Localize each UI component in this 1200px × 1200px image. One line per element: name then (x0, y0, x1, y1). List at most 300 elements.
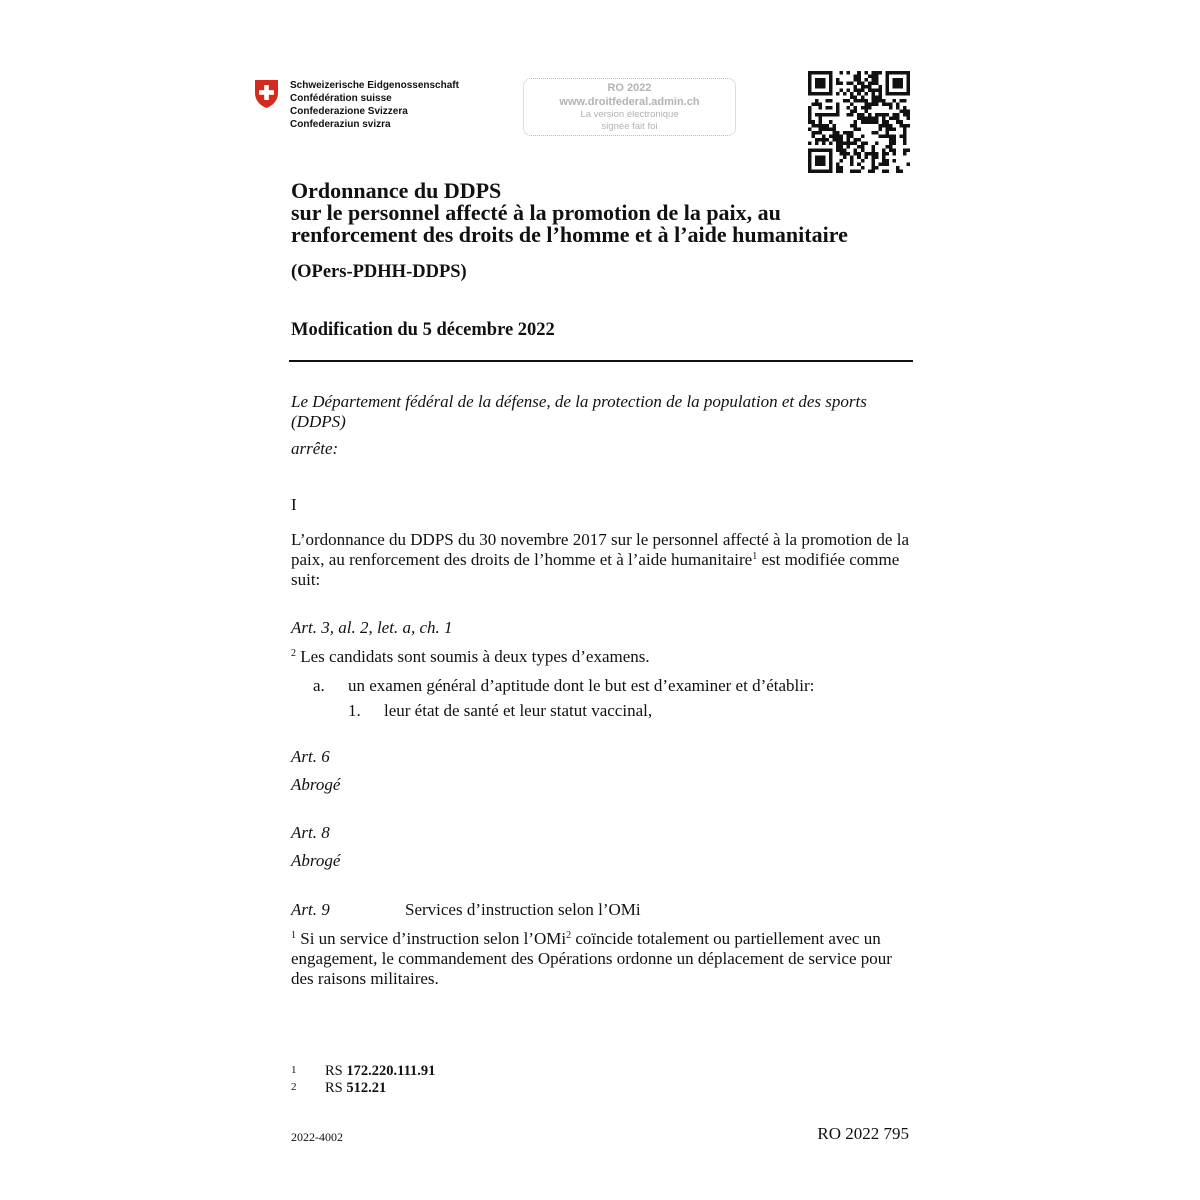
art6-text: Abrogé (291, 775, 341, 794)
footnote-1 (325, 1063, 435, 1079)
stamp-ro: RO 2022 (607, 82, 652, 94)
modification-date: Modification du 5 décembre 2022 (291, 320, 555, 340)
qr-module (819, 103, 823, 107)
qr-module (875, 71, 879, 75)
qr-module (868, 152, 872, 156)
qr-module (882, 159, 886, 163)
art9-paragraph-1 (291, 929, 916, 989)
qr-module (854, 169, 858, 173)
preamble: Le Département fédéral de la défense, de la protection de la population et des sports (DDPS) (291, 392, 867, 431)
qr-module (857, 145, 861, 149)
qr-module (875, 103, 879, 107)
qr-module (906, 117, 910, 121)
qr-module (854, 78, 858, 82)
qr-module (857, 117, 861, 121)
qr-module (903, 148, 907, 152)
qr-module (854, 96, 858, 100)
art3-let-marker: a. (313, 676, 325, 695)
qr-module (850, 159, 854, 163)
art3-let-text: un examen général d’aptitude dont le but est d’examiner et d’établir: (348, 676, 815, 695)
qr-module (864, 120, 868, 124)
qr-module (871, 169, 875, 173)
qr-module (808, 110, 812, 114)
electronic-version-stamp (523, 78, 736, 136)
qr-module (836, 82, 840, 86)
qr-module (812, 124, 816, 128)
qr-module (861, 166, 865, 170)
qr-module (836, 92, 840, 96)
footnote-1-number: 1 (291, 1064, 297, 1076)
qr-module (812, 103, 816, 107)
qr-module (871, 92, 875, 96)
qr-module (850, 131, 854, 135)
qr-module (836, 103, 840, 107)
footnote-ref-1[interactable]: 1 (752, 551, 758, 562)
qr-module (829, 134, 833, 138)
qr-module (843, 99, 847, 103)
qr-module (826, 106, 830, 110)
qr-module (878, 89, 882, 93)
qr-module (847, 71, 851, 75)
qr-module (875, 120, 879, 124)
qr-module (906, 124, 910, 128)
qr-module (857, 99, 861, 103)
qr-module (857, 152, 861, 156)
qr-module (815, 141, 819, 145)
qr-module (840, 169, 844, 173)
qr-module (833, 127, 837, 131)
qr-module (861, 113, 865, 117)
footnote-2-prefix: RS (325, 1080, 347, 1096)
qr-module (836, 106, 840, 110)
qr-module (882, 124, 886, 128)
qr-module (889, 138, 893, 142)
qr-module (871, 103, 875, 107)
confederation-name-rm: Confederaziun svizra (290, 119, 391, 130)
qr-module (850, 82, 854, 86)
qr-module (892, 152, 896, 156)
section-number: I (291, 495, 297, 514)
footnote-1-ref: 172.220.111.91 (346, 1063, 436, 1079)
art9-text: Si un service d’instruction selon l’OMi (296, 929, 567, 948)
qr-module (850, 141, 854, 145)
qr-module (896, 117, 900, 121)
intro-paragraph (291, 530, 916, 590)
qr-module (885, 113, 889, 117)
qr-code-icon (808, 71, 910, 173)
qr-module (882, 162, 886, 166)
art3-al-text: Les candidats sont soumis à deux types d’examens. (296, 647, 650, 666)
qr-module (812, 131, 816, 135)
qr-module (836, 131, 840, 135)
qr-module (906, 113, 910, 117)
qr-module (854, 141, 858, 145)
qr-module (885, 127, 889, 131)
qr-module (840, 159, 844, 163)
qr-module (875, 155, 879, 159)
qr-module (875, 141, 879, 145)
qr-module (857, 127, 861, 131)
qr-module (864, 106, 868, 110)
qr-module (829, 113, 833, 117)
qr-module (868, 89, 872, 93)
qr-module (864, 71, 868, 75)
qr-module (903, 131, 907, 135)
confederation-name-de: Schweizerische Eidgenossenschaft (290, 80, 459, 91)
qr-module (896, 120, 900, 124)
qr-module (861, 159, 865, 163)
qr-module (892, 134, 896, 138)
ro-reference: RO 2022 795 (817, 1124, 909, 1143)
qr-module (861, 96, 865, 100)
qr-module (850, 92, 854, 96)
art3-al-number: 2 (291, 648, 296, 659)
qr-module (833, 113, 837, 117)
qr-module (871, 155, 875, 159)
qr-module (878, 162, 882, 166)
qr-module (875, 117, 879, 121)
qr-module (812, 120, 816, 124)
qr-module (829, 141, 833, 145)
qr-module (854, 89, 858, 93)
qr-module (850, 113, 854, 117)
qr-module (871, 145, 875, 149)
qr-module (850, 134, 854, 138)
qr-module (826, 113, 830, 117)
qr-module (822, 124, 826, 128)
qr-module (892, 113, 896, 117)
qr-module (843, 155, 847, 159)
qr-module (854, 99, 858, 103)
qr-module (847, 82, 851, 86)
qr-module (889, 124, 893, 128)
qr-module (857, 82, 861, 86)
qr-module (854, 110, 858, 114)
qr-module (829, 99, 833, 103)
qr-module (850, 96, 854, 100)
confederation-name-fr: Confédération suisse (290, 93, 392, 104)
qr-module (892, 138, 896, 142)
qr-module (871, 75, 875, 79)
stamp-url: www.droitfederal.admin.ch (559, 96, 700, 108)
qr-module (808, 141, 812, 145)
qr-module (833, 138, 837, 142)
qr-module (847, 152, 851, 156)
qr-module (847, 138, 851, 142)
qr-module (892, 127, 896, 131)
qr-module (896, 106, 900, 110)
art8-heading: Art. 8 (291, 823, 330, 842)
qr-module (903, 141, 907, 145)
qr-module (857, 138, 861, 142)
footnote-2-number: 2 (291, 1081, 297, 1093)
qr-module (819, 113, 823, 117)
qr-module (885, 120, 889, 124)
qr-module (847, 113, 851, 117)
qr-module (871, 96, 875, 100)
art3-ch-text: leur état de santé et leur statut vaccinal, (384, 701, 653, 720)
art8-text: Abrogé (291, 851, 341, 870)
qr-module (854, 152, 858, 156)
qr-module (864, 78, 868, 82)
footnote-2 (325, 1080, 386, 1096)
qr-module (850, 169, 854, 173)
qr-module (836, 138, 840, 142)
stamp-note-1: La version électronique (580, 109, 679, 120)
qr-module (875, 82, 879, 86)
qr-module (847, 99, 851, 103)
qr-module (850, 162, 854, 166)
qr-module (850, 103, 854, 107)
qr-module (878, 113, 882, 117)
qr-module (885, 159, 889, 163)
qr-module (861, 85, 865, 89)
qr-module (822, 134, 826, 138)
qr-module (878, 134, 882, 138)
qr-module (892, 117, 896, 121)
qr-module (861, 148, 865, 152)
qr-module (840, 82, 844, 86)
qr-module (822, 141, 826, 145)
qr-module (878, 96, 882, 100)
qr-module (850, 110, 854, 114)
qr-module (854, 75, 858, 79)
qr-module (826, 127, 830, 131)
qr-module (864, 92, 868, 96)
qr-module (882, 152, 886, 156)
qr-module (833, 131, 837, 135)
qr-module (808, 106, 812, 110)
qr-module (854, 124, 858, 128)
qr-module (840, 145, 844, 149)
stamp-note-2: signée fait foi (601, 121, 658, 132)
qr-module (903, 134, 907, 138)
qr-module (871, 152, 875, 156)
qr-module (840, 89, 844, 93)
qr-module (843, 152, 847, 156)
confederation-names (290, 79, 459, 131)
qr-module (847, 145, 851, 149)
qr-module (836, 148, 840, 152)
qr-module (857, 155, 861, 159)
qr-module (861, 117, 865, 121)
qr-module (875, 78, 879, 82)
art9-heading: Art. 9 (291, 900, 330, 919)
qr-module (857, 89, 861, 93)
qr-module (847, 131, 851, 135)
qr-module (878, 124, 882, 128)
intro-text: L’ordonnance du DDPS du 30 novembre 2017 sur le personnel affecté à la promotion de la paix, au renforcement des droits de l’homme et à l’aide humanitaire (291, 530, 909, 569)
qr-module (861, 145, 865, 149)
qr-module (882, 155, 886, 159)
qr-module (854, 138, 858, 142)
qr-module (868, 82, 872, 86)
qr-module (889, 134, 893, 138)
qr-module (847, 89, 851, 93)
qr-module (896, 166, 900, 170)
qr-module (819, 131, 823, 135)
qr-module (808, 113, 812, 117)
qr-module (829, 127, 833, 131)
title-line-1: Ordonnance du DDPS (291, 178, 502, 203)
qr-module (871, 159, 875, 163)
footnote-1-prefix: RS (325, 1063, 347, 1079)
qr-module (861, 106, 865, 110)
qr-module (889, 141, 893, 145)
art9-text-end: coïncide totalement ou partiellement avec un engagement, le commandement des Opérations ordonne un déplacement de service pour des raisons militaires. (291, 929, 892, 988)
qr-module (871, 148, 875, 152)
qr-module (878, 71, 882, 75)
qr-module (906, 148, 910, 152)
qr-module (882, 148, 886, 152)
qr-module (854, 85, 858, 89)
footnote-2-ref: 512.21 (346, 1080, 387, 1096)
qr-module (882, 134, 886, 138)
qr-module (815, 138, 819, 142)
art9-title: Services d’instruction selon l’OMi (405, 900, 641, 919)
qr-module (871, 82, 875, 86)
qr-module (833, 134, 837, 138)
qr-module (871, 162, 875, 166)
qr-module (836, 141, 840, 145)
qr-module (861, 99, 865, 103)
qr-module (875, 75, 879, 79)
qr-module (854, 106, 858, 110)
qr-module (843, 141, 847, 145)
qr-module (885, 162, 889, 166)
qr-module (836, 113, 840, 117)
qr-module (871, 78, 875, 82)
qr-module (889, 145, 893, 149)
art3-ch-marker: 1. (348, 701, 361, 720)
qr-module (815, 99, 819, 103)
qr-module (889, 148, 893, 152)
qr-module (854, 127, 858, 131)
footnote-ref-2[interactable]: 2 (566, 930, 572, 941)
qr-module (864, 152, 868, 156)
qr-module (892, 99, 896, 103)
qr-module (899, 124, 903, 128)
qr-module (899, 99, 903, 103)
qr-module (847, 106, 851, 110)
qr-module (861, 120, 865, 124)
qr-module (882, 99, 886, 103)
qr-module (875, 166, 879, 170)
qr-module (854, 148, 858, 152)
qr-module (882, 169, 886, 173)
qr-module (885, 131, 889, 135)
qr-module (857, 92, 861, 96)
title-divider (289, 360, 913, 362)
qr-module (868, 103, 872, 107)
qr-module (889, 106, 893, 110)
qr-module (882, 113, 886, 117)
qr-module (857, 75, 861, 79)
qr-module (836, 169, 840, 173)
qr-module (882, 120, 886, 124)
qr-module (885, 103, 889, 107)
qr-module (864, 141, 868, 145)
qr-module (882, 103, 886, 107)
qr-module (826, 124, 830, 128)
qr-module (850, 124, 854, 128)
qr-module (875, 96, 879, 100)
qr-module (808, 127, 812, 131)
qr-module (857, 169, 861, 173)
qr-module (847, 141, 851, 145)
qr-module (864, 103, 868, 107)
qr-module (864, 155, 868, 159)
qr-module (819, 120, 823, 124)
qr-module (892, 148, 896, 152)
qr-module (861, 89, 865, 93)
qr-module (903, 152, 907, 156)
qr-module (833, 124, 837, 128)
title-abbreviation: (OPers-PDHH-DDPS) (291, 262, 467, 282)
qr-module (903, 138, 907, 142)
qr-module (857, 113, 861, 117)
qr-module (843, 148, 847, 152)
qr-module (889, 127, 893, 131)
qr-module (903, 124, 907, 128)
qr-module (871, 166, 875, 170)
qr-module (822, 113, 826, 117)
qr-module (854, 120, 858, 124)
qr-module (875, 99, 879, 103)
qr-module (829, 120, 833, 124)
qr-module (843, 131, 847, 135)
qr-module (868, 120, 872, 124)
qr-module (896, 103, 900, 107)
document-number: 2022-4002 (291, 1130, 343, 1144)
qr-module (808, 117, 812, 121)
qr-module (885, 124, 889, 128)
document-title (291, 180, 931, 246)
qr-module (815, 103, 819, 107)
qr-module (875, 89, 879, 93)
qr-module (903, 127, 907, 131)
qr-module (840, 141, 844, 145)
qr-module (896, 113, 900, 117)
qr-module (857, 71, 861, 75)
qr-module (868, 85, 872, 89)
qr-module (861, 134, 865, 138)
qr-module (892, 141, 896, 145)
qr-module (878, 127, 882, 131)
qr-module (871, 131, 875, 135)
qr-module (840, 166, 844, 170)
qr-module (875, 152, 879, 156)
qr-module (903, 106, 907, 110)
qr-module (836, 110, 840, 114)
preamble-arrete: arrête: (291, 439, 339, 458)
qr-module (878, 85, 882, 89)
qr-module (871, 89, 875, 93)
qr-module (815, 131, 819, 135)
qr-module (861, 141, 865, 145)
qr-module (868, 169, 872, 173)
qr-module (903, 110, 907, 114)
qr-module (812, 134, 816, 138)
qr-module (836, 78, 840, 82)
qr-module (840, 134, 844, 138)
qr-module (826, 99, 830, 103)
qr-module (847, 134, 851, 138)
qr-module (864, 85, 868, 89)
art3-heading: Art. 3, al. 2, let. a, ch. 1 (291, 618, 453, 637)
qr-module (850, 155, 854, 159)
qr-module (885, 134, 889, 138)
